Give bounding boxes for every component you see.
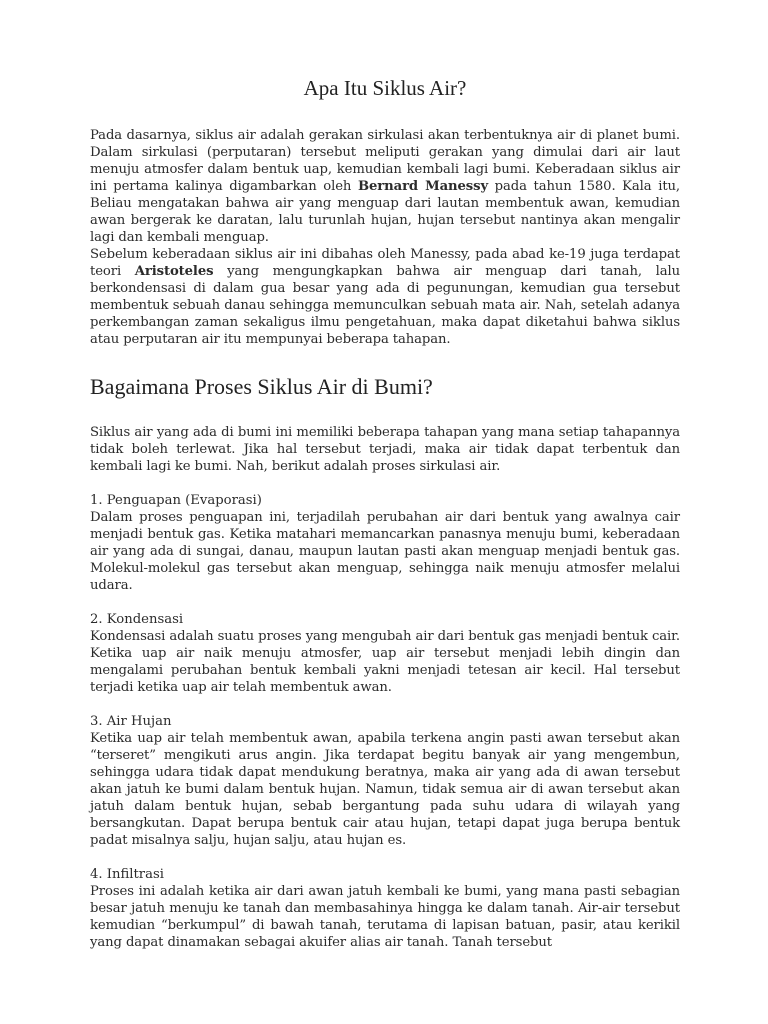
step-body: Kondensasi adalah suatu proses yang mengubah air dari bentuk gas menjadi bentuk cair. Ketika uap air naik menuju atmosfer, uap air tersebut menjadi lebih dingin dan mengalami perubahan bentuk kembali yakni menjadi tetesan air kecil. Hal tersebut terjadi ketika uap air telah membentuk awan. [90, 629, 680, 695]
step-1 [90, 492, 680, 594]
intro-p1-bold: Bernard Manessy [357, 179, 489, 194]
step-body: Proses ini adalah ketika air dari awan jatuh kembali ke bumi, yang mana pasti sebagian besar jatuh menuju ke tanah dan membasahinya hingga ke dalam tanah. Air-air tersebut kemudian “berkumpul” di bawah tanah, terutama di lapisan batuan, pasir, atau kerikil yang dapat dinamakan sebagai akuifer alias air tanah. Tanah tersebut [90, 884, 680, 950]
step-3 [90, 713, 680, 849]
step-2 [90, 611, 680, 696]
intro-p2-text-a: Sebelum keberadaan siklus air ini dibahas oleh Manessy, pada abad ke-19 juga terdapat teori [90, 247, 680, 279]
section-lead: Siklus air yang ada di bumi ini memiliki beberapa tahapan yang mana setiap tahapannya tidak boleh terlewat. Jika hal tersebut terjadi, maka air tidak dapat terbentuk dan kembali lagi ke bumi. Nah, berikut adalah proses sirkulasi air. [90, 425, 680, 474]
step-4 [90, 866, 680, 951]
step-body: Ketika uap air telah membentuk awan, apabila terkena angin pasti awan tersebut akan “terseret” mengikuti arus angin. Jika terdapat begitu banyak air yang mengembun, sehingga udara tidak dapat mendukung beratnya, maka air yang ada di awan tersebut akan jatuh ke bumi dalam bentuk hujan. Namun, tidak semua air di awan tersebut akan jatuh dalam bentuk hujan, sebab bergantung pada suhu udara di wilayah yang bersangkutan. Dapat berupa bentuk cair atau hujan, tetapi dapat juga berupa bentuk padat misalnya salju, hujan salju, atau hujan es. [90, 731, 680, 848]
page-title: Apa Itu Siklus Air? [303, 76, 467, 100]
step-title: 1. Penguapan (Evaporasi) [90, 493, 262, 508]
step-title: 2. Kondensasi [90, 612, 184, 627]
intro-p2-text-b: yang mengungkapkan bahwa air menguap dari tanah, lalu berkondensasi di dalam gua besar yang ada di pegunungan, kemudian gua tersebut membentuk sebuah danau sehingga memunculkan sebuah mata air. Nah, setelah adanya perkembangan zaman sekaligus ilmu pengetahuan, maka dapat diketahui bahwa siklus atau perputaran air itu mempunyai beberapa tahapan. [90, 264, 680, 347]
spacer [90, 475, 680, 492]
intro-paragraph-1 [90, 127, 680, 246]
intro-paragraph-2 [90, 246, 680, 348]
section-heading: Bagaimana Proses Siklus Air di Bumi? [90, 374, 433, 399]
step-title: 4. Infiltrasi [90, 867, 164, 882]
step-body: Dalam proses penguapan ini, terjadilah perubahan air dari bentuk yang awalnya cair menjadi bentuk gas. Ketika matahari memancarkan panasnya menuju bumi, keberadaan air yang ada di sungai, danau, maupun lautan pasti akan menguap menjadi bentuk gas. Molekul-molekul gas tersebut akan menguap, sehingga naik menuju atmosfer melalui udara. [90, 510, 680, 593]
spacer [90, 849, 680, 866]
intro-p2-bold: Aristoteles [134, 264, 214, 279]
intro-p1-text-b: pada tahun 1580. Kala itu, Beliau mengatakan bahwa air yang menguap dari lautan membentuk awan, kemudian awan bergerak ke daratan, lalu turunlah hujan, hujan tersebut nantinya akan mengalir lagi dan kembali menguap. [90, 179, 681, 245]
intro-p1-text-a: Pada dasarnya, siklus air adalah gerakan sirkulasi akan terbentuknya air di planet bumi. Dalam sirkulasi (perputaran) tersebut meliputi gerakan yang dimulai dari air laut menuju atmosfer dalam bentuk uap, kemudian kembali lagi bumi. Keberadaan siklus air ini pertama kalinya digambarkan oleh [90, 128, 680, 194]
spacer [90, 594, 680, 611]
spacer [90, 696, 680, 713]
step-title: 3. Air Hujan [90, 714, 172, 729]
